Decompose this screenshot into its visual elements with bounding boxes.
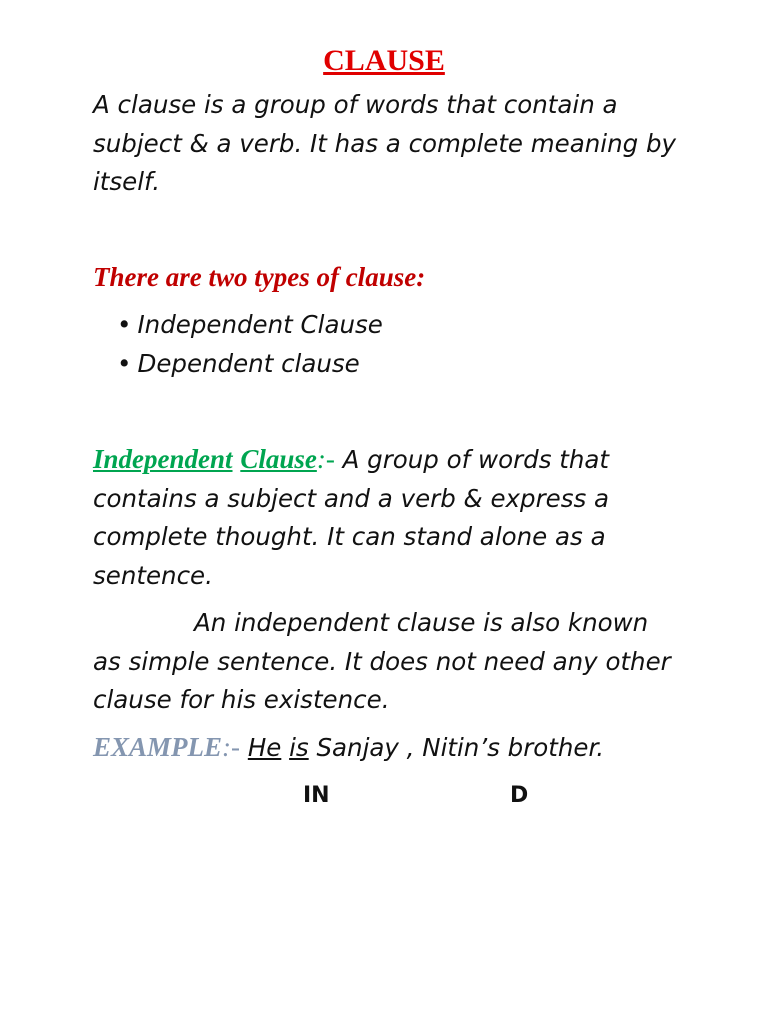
list-item <box>117 306 383 345</box>
clause-definition: A clause is a group of words that contain a subject & a verb. It has a complete meaning by itself. <box>93 90 676 196</box>
tag-in: IN <box>303 783 330 808</box>
page-title: CLAUSE <box>323 44 445 77</box>
clause-term-word: Clause <box>240 444 317 474</box>
bullet-icon: • <box>117 348 132 378</box>
term-separator: :- <box>316 444 335 474</box>
bullet-icon: • <box>117 310 132 339</box>
example-separator: :- <box>222 732 241 762</box>
independent-clause-note: An independent clause is also known as simple sentence. It does not need any other clause for his existence. <box>93 608 671 714</box>
example-rest: Sanjay , Nitin’s brother. <box>308 733 605 762</box>
list-item <box>117 345 383 384</box>
types-heading: There are two types of clause: <box>93 262 426 292</box>
independent-definition: A group of words that contains a subject and a verb & express a complete thought. It can stand alone as a sentence. <box>93 445 610 590</box>
example-label: EXAMPLE <box>93 732 223 762</box>
list-item-label: Independent Clause <box>137 310 383 339</box>
example-line <box>93 728 604 768</box>
independent-clause-paragraph <box>93 440 683 595</box>
tag-d: D <box>510 783 529 808</box>
independent-term-word: Independent <box>93 444 233 474</box>
clause-types-list <box>117 306 383 383</box>
example-subject: He <box>247 733 282 762</box>
example-verb: is <box>289 733 309 762</box>
list-item-label: Dependent clause <box>137 348 360 378</box>
